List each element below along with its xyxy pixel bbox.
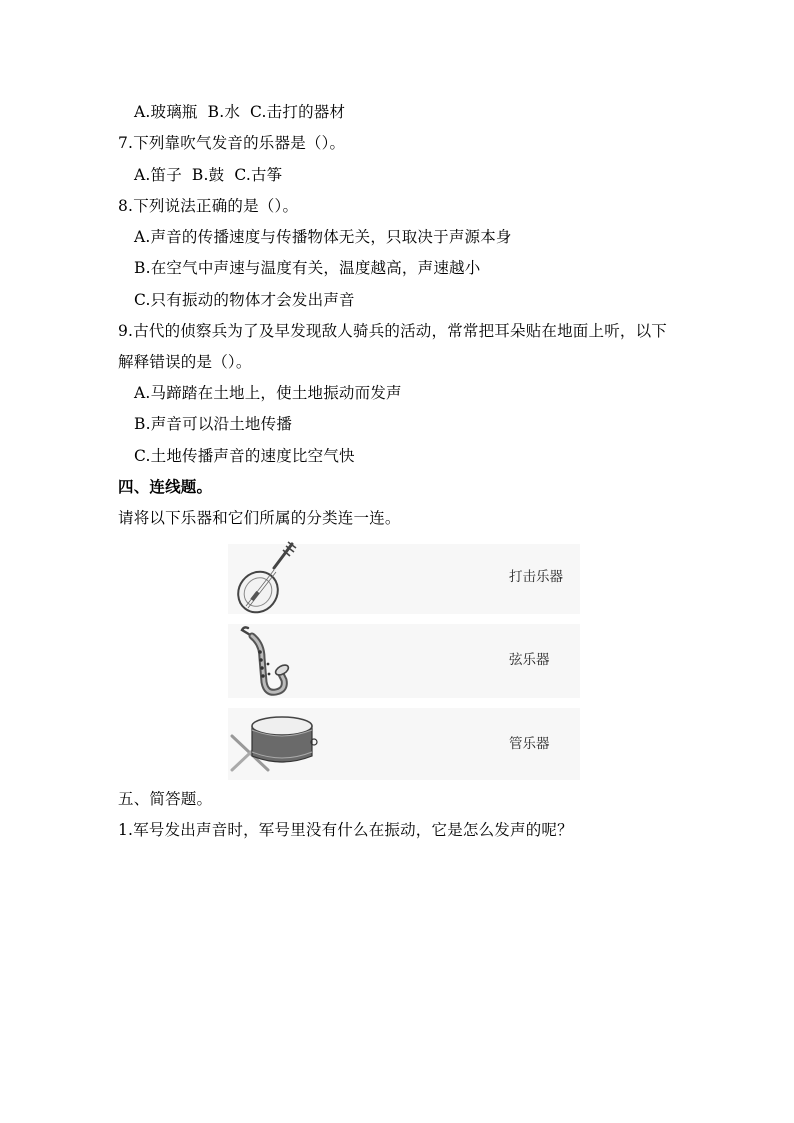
q7-option-a: A.笛子: [134, 166, 182, 184]
q9-option-c: C.土地传播声音的速度比空气快: [134, 447, 355, 465]
section4-instruction: 请将以下乐器和它们所属的分类连一连。: [118, 509, 401, 527]
section4-heading: 四、连线题。: [118, 477, 213, 496]
q6-option-b: B.水: [207, 103, 241, 121]
category-wind: 管乐器: [509, 736, 550, 752]
q8-option-c: C.只有振动的物体才会发出声音: [134, 291, 355, 309]
q8-option-a: A.声音的传播速度与传播物体无关，只取决于声源本身: [134, 228, 512, 246]
q8-option-b: B.在空气中声速与温度有关，温度越高，声速越小: [134, 259, 481, 277]
q9-stem-line2: 解释错误的是（）。: [118, 353, 252, 371]
q7-option-b: B.鼓: [191, 166, 225, 184]
category-percussion: 打击乐器: [509, 569, 563, 585]
section5-heading: 五、简答题。: [118, 790, 213, 808]
q7-stem: 7.下列靠吹气发音的乐器是（）。: [118, 134, 346, 152]
q6-options: [134, 102, 345, 122]
q8-stem: 8.下列说法正确的是（）。: [118, 197, 299, 215]
q9-option-a: A.马蹄踏在土地上，使土地振动而发声: [134, 384, 402, 402]
q6-option-c: C.击打的器材: [250, 103, 346, 121]
q7-option-c: C.古筝: [234, 166, 283, 184]
matching-figure: [228, 538, 580, 780]
section5-q1: 1.军号发出声音时，军号里没有什么在振动，它是怎么发声的呢？: [118, 821, 573, 839]
category-string: 弦乐器: [509, 652, 550, 668]
drum-icon: [228, 708, 324, 778]
q9-stem-line1: 9.古代的侦察兵为了及早发现敌人骑兵的活动，常常把耳朵贴在地面上听，以下: [118, 322, 667, 340]
pipa-icon: [234, 540, 302, 616]
saxophone-icon: [238, 624, 294, 700]
q7-options: [134, 165, 282, 185]
q9-option-b: B.声音可以沿土地传播: [134, 415, 293, 433]
q6-option-a: A.玻璃瓶: [134, 103, 198, 121]
